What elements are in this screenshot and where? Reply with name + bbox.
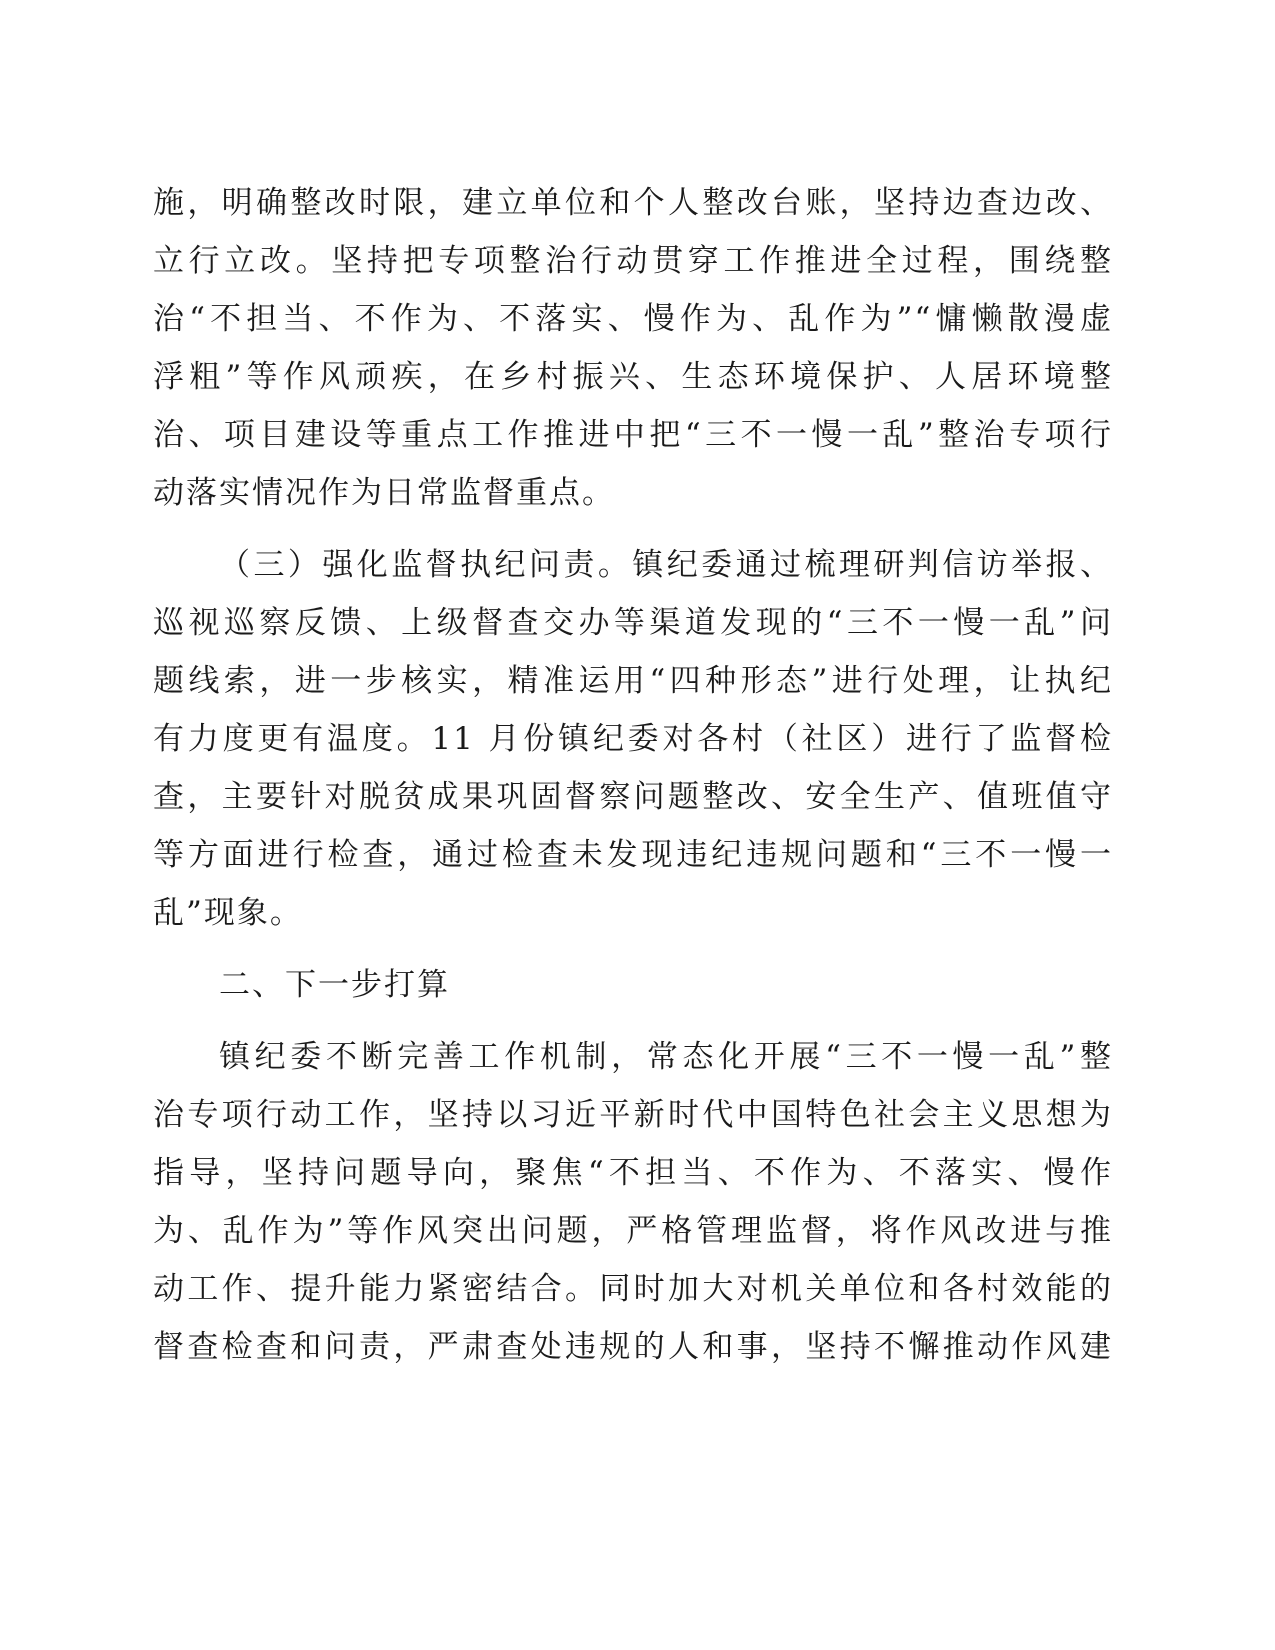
text-line: 浮粗”等作风顽疾，在乡村振兴、生态环境保护、人居环境整 [153, 359, 1113, 395]
text-line: （三）强化监督执纪问责。镇纪委通过梳理研判信访举报、 [219, 547, 1113, 583]
text-line: 治、项目建设等重点工作推进中把“三不一慢一乱”整治专项行 [153, 417, 1113, 453]
section-heading-next-steps [153, 956, 1113, 1014]
text-line: 动工作、提升能力紧密结合。同时加大对机关单位和各村效能的 [153, 1271, 1113, 1307]
text-line: 乱”现象。 [153, 895, 303, 931]
heading-text: 二、下一步打算 [219, 967, 450, 1003]
text-line: 指导，坚持问题导向，聚焦“不担当、不作为、不落实、慢作 [153, 1155, 1113, 1191]
text-line: 为、乱作为”等作风突出问题，严格管理监督，将作风改进与推 [153, 1213, 1113, 1249]
text-line: 有力度更有温度。11 月份镇纪委对各村（社区）进行了监督检 [153, 721, 1113, 757]
text-line: 镇纪委不断完善工作机制，常态化开展“三不一慢一乱”整 [219, 1039, 1113, 1075]
text-line: 治专项行动工作，坚持以习近平新时代中国特色社会主义思想为 [153, 1097, 1113, 1133]
text-line: 立行立改。坚持把专项整治行动贯穿工作推进全过程，围绕整 [153, 243, 1113, 279]
paragraph-next-steps [153, 1028, 1113, 1376]
text-line: 查，主要针对脱贫成果巩固督察问题整改、安全生产、值班值守 [153, 779, 1113, 815]
text-line: 题线索，进一步核实，精准运用“四种形态”进行处理，让执纪 [153, 663, 1113, 699]
document-body [153, 174, 1113, 1376]
paragraph-rectification-measures [153, 174, 1113, 522]
text-line: 等方面进行检查，通过检查未发现违纪违规问题和“三不一慢一 [153, 837, 1113, 873]
paragraph-supervision-accountability [153, 536, 1113, 942]
text-line: 治“不担当、不作为、不落实、慢作为、乱作为”“慵懒散漫虚 [153, 301, 1113, 337]
text-line: 施，明确整改时限，建立单位和个人整改台账，坚持边查边改、 [153, 185, 1113, 221]
text-line: 督查检查和问责，严肃查处违规的人和事，坚持不懈推动作风建 [153, 1329, 1113, 1365]
text-line: 动落实情况作为日常监督重点。 [153, 475, 615, 511]
text-line: 巡视巡察反馈、上级督查交办等渠道发现的“三不一慢一乱”问 [153, 605, 1113, 641]
